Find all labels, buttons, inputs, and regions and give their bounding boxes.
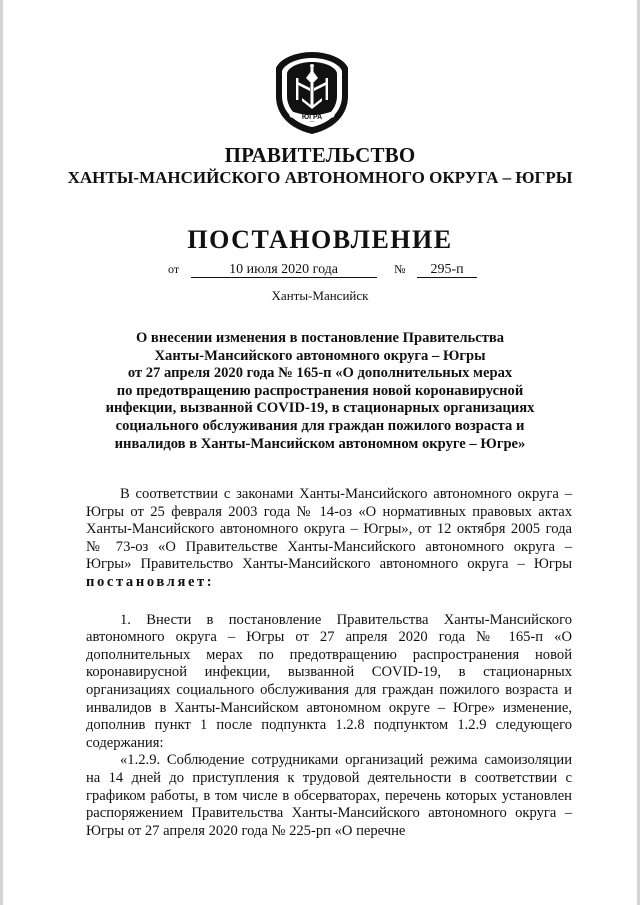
date-number-line — [168, 262, 477, 278]
region-heading: ХАНТЫ-МАНСИЙСКОГО АВТОНОМНОГО ОКРУГА – ЮГРЫ — [67, 168, 573, 187]
title-line: инвалидов в Ханты-Мансийском автономном округе – Югре» — [114, 435, 526, 452]
item-1-2-9-paragraph: «1.2.9. Соблюдение сотрудниками организаций режима самоизоляции на 14 дней до приступления к трудовой деятельности в соответствии с графиком работы, в том числе в обсерваторах, перечень которых установлен распоряжением Правительства Ханты-Мансийского автономного округа – Югры от 27 апреля 2020 года № 225-рп «О перечне — [86, 752, 572, 839]
preamble-paragraph — [86, 486, 572, 592]
document-number: 295-п — [417, 262, 477, 278]
resolves-text: постановляет: — [86, 573, 215, 590]
title-line: инфекции, вызванной COVID-19, в стационарных организациях — [105, 400, 535, 417]
document-title — [90, 330, 550, 453]
document-body — [86, 486, 572, 840]
document-type: ПОСТАНОВЛЕНИЕ — [187, 225, 453, 254]
title-line: от 27 апреля 2020 года № 165-п «О дополнительных мерах — [127, 365, 513, 382]
document-date: 10 июля 2020 года — [191, 262, 377, 278]
title-line: социального обслуживания для граждан пожилого возраста и — [115, 417, 525, 434]
preamble-text: В соответствии с законами Ханты-Мансийского автономного округа – Югры от 25 февраля 2003 года № 14-оз «О нормативных правовых актах Ханты-Мансийского автономного округа – Югры», от 12 октября 2005 года № 73-оз «О Правительстве Ханты-Мансийского автономного округа – Югры» Правительство Ханты-Мансийского автономного округа – Югры — [86, 486, 572, 573]
title-line: О внесении изменения в постановление Правительства — [135, 330, 505, 346]
title-line: Ханты-Мансийского автономного округа – Югры — [154, 347, 486, 364]
emblem-ribbon-text: ЮГРА — [301, 114, 323, 121]
item-1-paragraph: 1. Внести в постановление Правительства Ханты-Мансийского автономного округа – Югры от 27 апреля 2020 года № 165-п «О дополнительных мерах по предотвращению распространения новой коронавирусной инфекции, вызванной COVID-19, в стационарных организациях социального обслуживания для граждан пожилого возраста и инвалидов в Ханты-Мансийском автономном округе – Югре» изменение, дополнив пункт 1 после подпункта 1.2.8 подпунктом 1.2.9 следующего содержания: — [86, 611, 572, 751]
coat-of-arms-icon — [272, 50, 352, 136]
scan-edge-left — [0, 0, 3, 905]
government-heading: ПРАВИТЕЛЬСТВО — [224, 143, 416, 167]
date-label: от — [168, 262, 180, 276]
number-label: № — [394, 262, 406, 276]
title-line: по предотвращению распространения новой коронавирусной — [116, 382, 524, 399]
document-city: Ханты-Мансийск — [271, 288, 369, 303]
